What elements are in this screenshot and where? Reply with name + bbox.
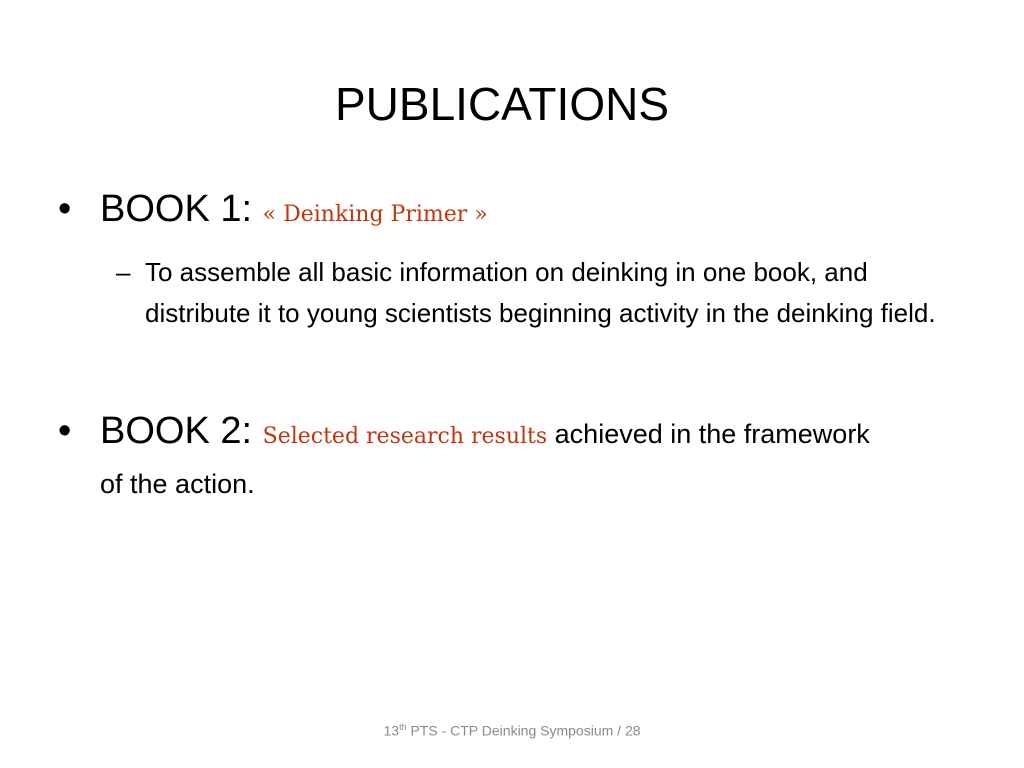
book-1-description	[116, 252, 958, 334]
sub-bullet-marker: –	[116, 257, 131, 287]
bullet-book-1	[58, 182, 958, 242]
slide-footer	[0, 722, 1024, 739]
bullet-book-2	[58, 404, 958, 504]
footer-ordinal: th	[399, 722, 407, 732]
book-1-title: « Deinking Primer »	[262, 202, 488, 227]
book-2-heading: BOOK 2:	[100, 410, 263, 452]
slide-content	[58, 182, 958, 504]
book-1-description-text: To assemble all basic information on deinking in one book, and distribute it to young scientists beginning activity in the deinking field.	[145, 257, 936, 328]
footer-text: PTS - CTP Deinking Symposium / 28	[406, 722, 641, 739]
book-2-description-line-2: of the action.	[100, 469, 255, 499]
bullet-marker: •	[58, 188, 72, 230]
book-2-description: achieved in the framework	[547, 419, 870, 449]
bullet-marker: •	[58, 410, 72, 452]
book-1-heading: BOOK 1:	[100, 188, 263, 230]
slide-title: PUBLICATIONS	[335, 78, 669, 130]
book-2-title: Selected research results	[262, 424, 548, 449]
footer-number: 13	[383, 722, 400, 739]
